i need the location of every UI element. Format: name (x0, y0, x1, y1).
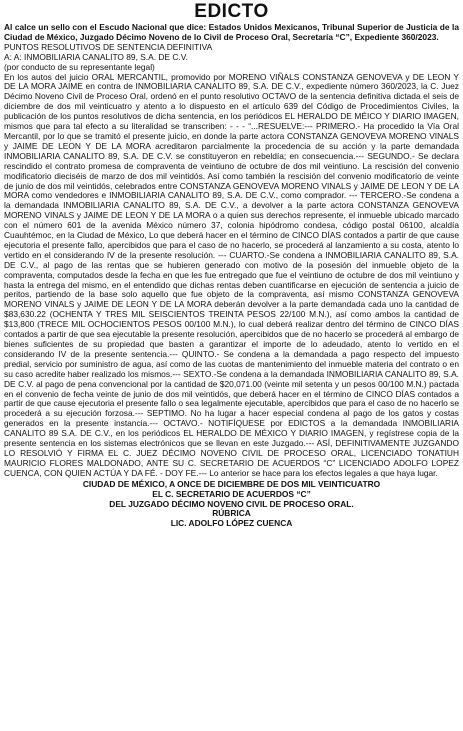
resolution-body-text: En los autos del juicio ORAL MERCANTIL, promovido por MORENO VIÑALS CONSTANZA GENOVEVA y DE LEON Y DE LA MORA JAIME en contra de INMOBILIARIA CANALITO 89, S.A. DE C.V., expediente número 360/2023, la C. Juez Décimo Noveno Civil de Proceso Oral, ordenó en el punto resolutivo OCTAVO de la sentencia definitiva dictada el seis de diciembre de dos mil veinticuatro y atento a lo dispuesto en el artículo 639 del Código de Procedimientos Civiles, la publicación de los puntos resolutivos de dicha sentencia, en los periódicos EL HERALDO DE MÉICO Y DIARIO IMAGEN, mismos que para tal efecto a su literalidad se transcriben: - - - “...RESUELVE:--- PRIMERO.- Ha procedido la Vía Oral Mercantil, por lo que se tramitó el presente juicio, en donde la parte actora CONSTANZA GENOVEVA MORENO VINALS y JAIME DE LEON Y DE LA MORA acreditaron parcialmente la procedencia de su acción y la parte demandada INMOBILIARIA CANALITO 89, S.A. DE C.V. se constituyeron en rebeldía; en consecuencia.--- SEGUNDO.- Se declara rescindido el contrato promesa de compraventa de veintiuno de octubre de dos mil veintiuno. La rescisión del convenio modificatorio dieciséis de marzo de dos mil veintidós. Así como también la rescisión del convenio modificatorio de veinte de junio de dos mil veintidós, celebrados entre CONSTANZA GENOVEVA MORENO VINALS y JAIME DE LEON Y DE LA MORA como vendedores e INMOBILIARIA CANALITO 89, S.A. DE C.V., como comprador. --- TERCERO.-Se condena a la demandada INMOBILIARIA CANALITO 89, S.A. DE C.V., a devolver a la parte actora CONSTANZA GENOVEVA MORENO VINALS y JAIME DE LEON Y DE LA MORA o a quien sus derechos represente, el inmueble ubicado marcado con el número 601 de la avenida México número 37, colonia hipódromo condesa, código postal 06100, alcaldía Cuauhtémoc, en la Ciudad de México, Lo que deberá hacer en el término de CINCO DÍAS contados a partir de que cause ejecutoria el presente fallo, apercibidos que para el caso de no hacerlo, se procederá al lanzamiento a su costa, atento lo vertido en el considerando IV de la presente resolución. --- CUARTO.-Se condena a INMOBILIARIA CANALITO 89, S.A. DE C.V., al pago de las rentas que se hubieren generado con motivo de la posesión del inmueble objeto de la compraventa, computados desde la fecha en que les fue entregado que fue el veintiuno de octubre de dos mil veintiuno y hasta la entrega del mismo, en el entendido que dichas rentas deben cuantificarse en ejecución de sentencia a juicio de peritos, partiendo de la base solo aquello que fue objeto de la compraventa, así mismo CONSTANZA GENOVEVA MORENO VINALS y JAIME DE LEON Y DE LA MORA deberán devolver a la parte demandada cada uno la cantidad de $83,630.22 (OCHENTA Y TRES MIL SEISCIENTOS TREINTA PESOS 22/100 M.N.), así como ambos la cantidad de $13,800 (TRECE MIL OCHOCIENTOS PESOS 00/100 M.N.), lo cual deberá realizar dentro del término de CINCO DÍAS contados a partir de que sea ejecutable la presente resolución, apercibidos que de no hacerlo se procederá al embargo de bienes suficientes de su propiedad que basten a garantizar el importe de lo adeudado, atento lo vertido en el considerando IV de la presente sentencia.--- QUINTO.- Se condena a la demandada a pago respecto del impuesto predial, servicio por suministro de agua, así como de las cuotas de mantenimiento del inmueble materia del contrato o en su caso acredite haber realizado los mismos.--- SEXTO.-Se condena a la demandada INMOBILIARIA CANALITO 89, S.A. DE C.V. al pago de pena convencional por la cantidad de $20,071.00 (veinte mil setenta y un pesos 00/100 M.N.) pactada en el convenio de fecha veinte de junio de dos mil veintidós, que deberá hacer en el término de CINCO DÍAS contados a partir de que cause ejecutoria el presente fallo o sea legalmente ejecutable, apercibidos que para el caso de no hacerlo se procederá a su ejecución forzosa.--- SEPTIMO. No ha lugar a hacer especial condena al pago de los gatos y costas generados en la presente instancia.--- OCTAVO.- NOTIFÍQUESE por EDICTOS a la demandada INMOBILIARIA CANALITO 89 S.A. DE C.V., en los periódicos EL HERALDO DE MÉXICO Y DIARIO IMAGEN, y regístrese copia de la presente sentencia en los sistemas electrónicos que se llevan en este Juzgado.--- ASÍ, DEFINITIVAMENTE JUZGANDO LO RESOLVIÓ Y FIRMA EL C. JUEZ DÉCIMO NOVENO CIVIL DE PROCESO ORAL, LICENCIADO TONATIUH MAURICIO FLORES MALDONADO, ANTE SU C. SECRETARIO DE ACUERDOS “C” LICENCIADO ADOLFO LOPEZ CUENCA, CON QUIEN ACTÚA Y DA FÉ. - DOY FE.--- Lo anterior se hace para los efectos legales a que haya lugar. (4, 71, 459, 478)
heading-line-addressee: A: A: INMOBILIARIA CANALITO 89, S.A. DE C.V. (4, 51, 188, 62)
seal-intro-paragraph: Al calce un sello con el Escudo Nacional que dice: Estados Unidos Mexicanos, Tribunal Superior de Justicia de la Ciudad de México, Juzgado Décimo Noveno de lo Civil de Proceso Oral, Secretaría “C”, Expediente 360/2023. (4, 22, 459, 42)
closing-signatory-line: LIC. ADOLFO LÓPEZ CUENCA (170, 518, 293, 529)
heading-line-representative: (por conducto de su representante legal) (4, 61, 155, 72)
closing-block (4, 480, 459, 530)
closing-date-line: CIUDAD DE MÉXICO, A ONCE DE DICIEMBRE DE DOS MIL VEINTICUATRO (82, 478, 381, 489)
closing-rubrica-line: RÚBRICA (212, 508, 251, 519)
edict-title: EDICTO (194, 1, 269, 22)
heading-line-resolutions: PUNTOS RESOLUTIVOS DE SENTENCIA DEFINITIVA (4, 41, 213, 52)
closing-court-line: DEL JUZGADO DÉCIMO NOVENO CIVIL DE PROCESO ORAL. (109, 498, 354, 509)
closing-secretary-line: EL C. SECRETARIO DE ACUERDOS “C” (152, 488, 311, 499)
